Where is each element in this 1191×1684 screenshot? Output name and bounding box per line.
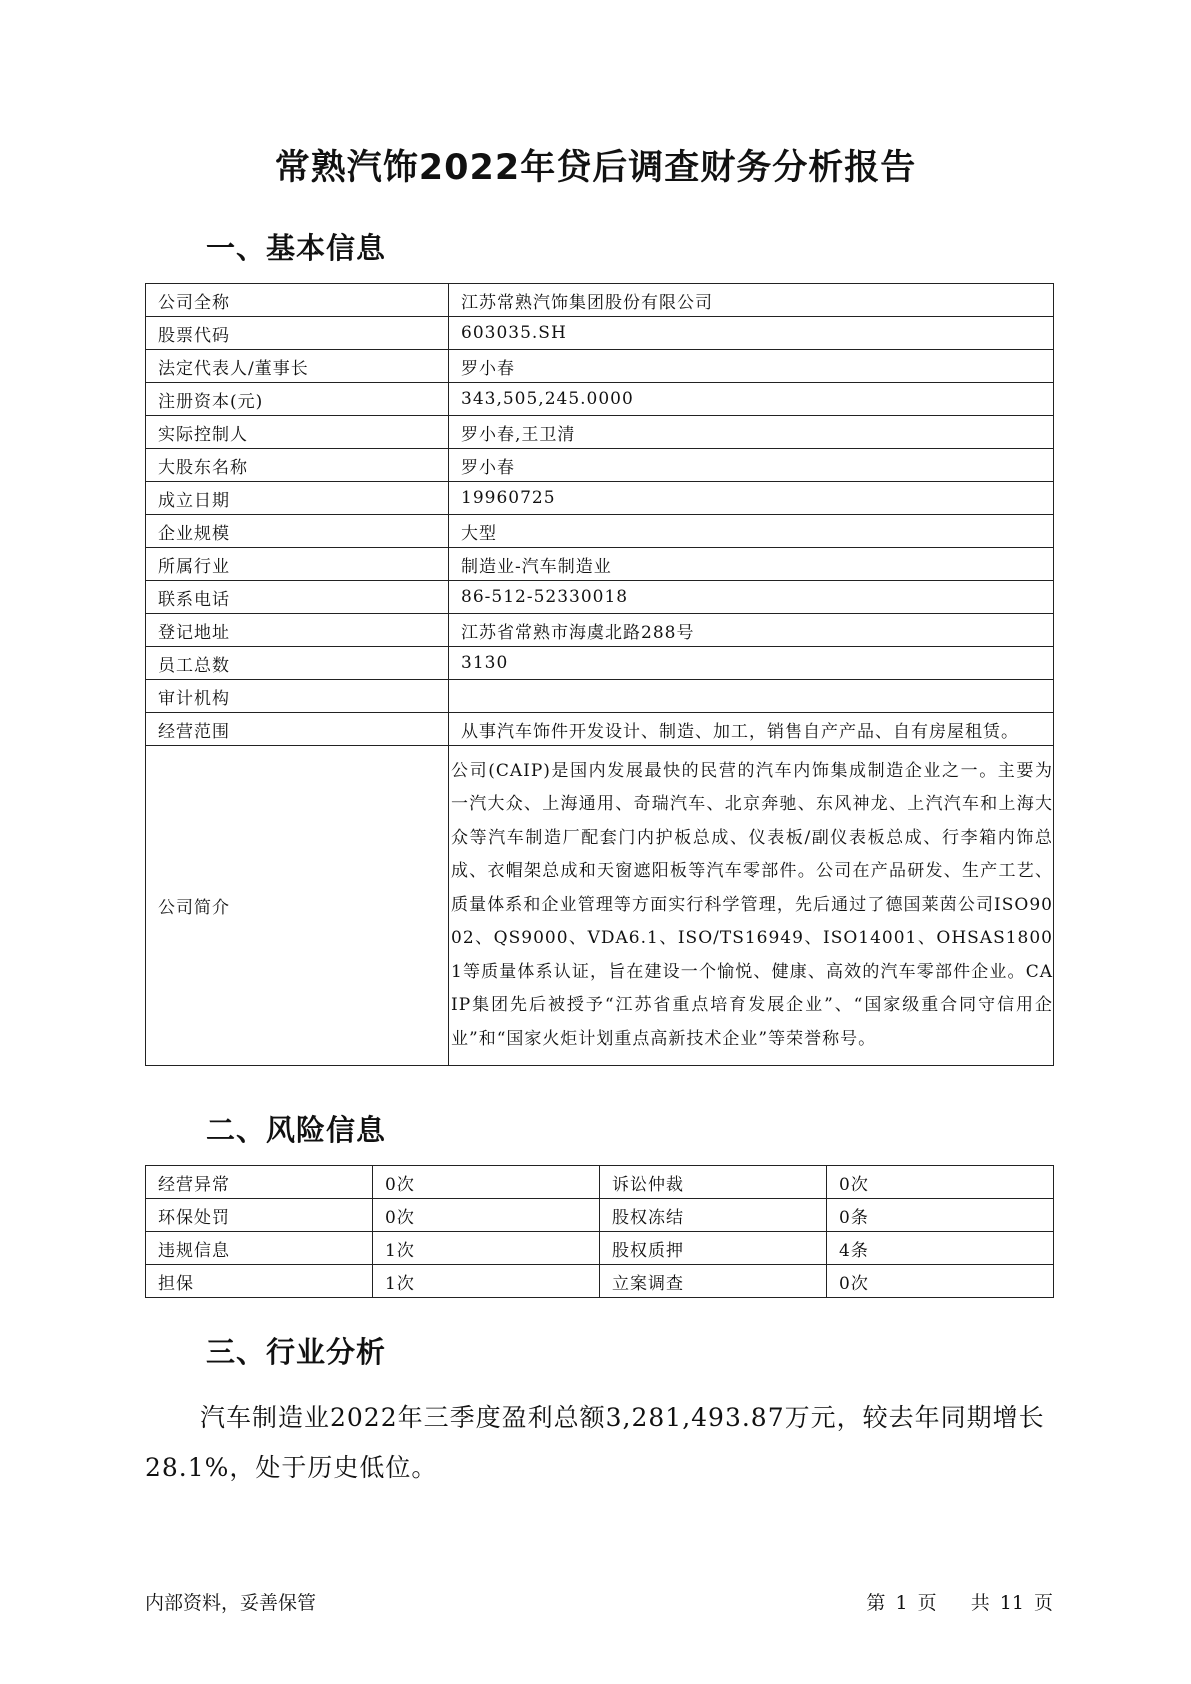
section-heading-basic-info: 一、基本信息 [206,231,387,265]
table-row [146,1265,1054,1298]
risk-label: 担保 [146,1265,373,1298]
company-intro-cell [449,746,1054,1066]
risk-label: 股权质押 [600,1232,827,1265]
field-value: 罗小春,王卫清 [449,416,1054,449]
table-row [146,449,1054,482]
field-label: 员工总数 [146,647,449,680]
table-row [146,317,1054,350]
page-number [866,1588,1053,1615]
field-label: 联系电话 [146,581,449,614]
field-value [449,680,1054,713]
page-suffix: 页 [1033,1592,1053,1614]
field-value: 3130 [449,647,1054,680]
field-label: 审计机构 [146,680,449,713]
industry-analysis-paragraph: 汽车制造业2022年三季度盈利总额3,281,493.87万元，较去年同期增长28.1%，处于历史低位。 [145,1403,1045,1482]
table-row [146,1232,1054,1265]
field-label: 企业规模 [146,515,449,548]
field-value: 从事汽车饰件开发设计、制造、加工，销售自产产品、自有房屋租赁。 [449,713,1054,746]
basic-info-table [145,283,1054,1066]
field-value: 19960725 [449,482,1054,515]
table-row [146,1166,1054,1199]
field-label: 法定代表人/董事长 [146,350,449,383]
page-total-prefix: 共 [970,1592,990,1614]
field-value: 制造业-汽车制造业 [449,548,1054,581]
table-row [146,1199,1054,1232]
table-row [146,647,1054,680]
risk-value: 0次 [827,1166,1054,1199]
risk-value: 0次 [373,1199,600,1232]
risk-label: 环保处罚 [146,1199,373,1232]
field-value: 江苏常熟汽饰集团股份有限公司 [449,284,1054,317]
field-label: 公司全称 [146,284,449,317]
field-label: 大股东名称 [146,449,449,482]
table-row [146,614,1054,647]
risk-label: 立案调查 [600,1265,827,1298]
field-label: 经营范围 [146,713,449,746]
table-row [146,284,1054,317]
field-value: 罗小春 [449,449,1054,482]
field-label: 公司简介 [146,746,449,1066]
section-heading-industry-analysis: 三、行业分析 [206,1335,387,1369]
table-row [146,350,1054,383]
field-label: 成立日期 [146,482,449,515]
risk-label: 诉讼仲裁 [600,1166,827,1199]
field-label: 股票代码 [146,317,449,350]
page-mid: 页 [917,1592,937,1614]
risk-value: 0条 [827,1199,1054,1232]
field-value: 大型 [449,515,1054,548]
table-row [146,581,1054,614]
company-intro-text: 公司(CAIP)是国内发展最快的民营的汽车内饰集成制造企业之一。主要为一汽大众、上海通用、奇瑞汽车、北京奔驰、东风神龙、上汽汽车和上海大众等汽车制造厂配套门内护板总成、仪表板/副仪表板总成、行李箱内饰总成、衣帽架总成和天窗遮阳板等汽车零部件。公司在产品研发、生产工艺、质量体系和企业管理等方面实行科学管理，先后通过了德国莱茵公司ISO9002、QS9000、VDA6.1、ISO/TS16949、ISO14001、OHSAS18001等质量体系认证，旨在建设一个愉悦、健康、高效的汽车零部件企业。CAIP集团先后被授予“江苏省重点培育发展企业”、“国家级重合同守信用企业”和“国家火炬计划重点高新技术企业”等荣誉称号。 [451,760,1053,1049]
page-prefix: 第 [866,1592,886,1614]
risk-label: 股权冻结 [600,1199,827,1232]
field-label: 实际控制人 [146,416,449,449]
table-row [146,548,1054,581]
field-value: 江苏省常熟市海虞北路288号 [449,614,1054,647]
risk-value: 0次 [827,1265,1054,1298]
field-label: 登记地址 [146,614,449,647]
field-value: 86-512-52330018 [449,581,1054,614]
field-label: 所属行业 [146,548,449,581]
risk-value: 4条 [827,1232,1054,1265]
table-row [146,482,1054,515]
risk-label: 违规信息 [146,1232,373,1265]
table-row [146,383,1054,416]
document-title: 常熟汽饰2022年贷后调查财务分析报告 [274,148,917,188]
risk-value: 1次 [373,1232,600,1265]
field-value: 罗小春 [449,350,1054,383]
field-value: 343,505,245.0000 [449,383,1054,416]
table-row [146,746,1054,1066]
table-row [146,713,1054,746]
page-total: 11 [999,1592,1024,1614]
table-row [146,515,1054,548]
risk-label: 经营异常 [146,1166,373,1199]
footer-confidential-note: 内部资料，妥善保管 [145,1592,317,1614]
risk-value: 1次 [373,1265,600,1298]
page-current: 1 [895,1592,908,1614]
risk-value: 0次 [373,1166,600,1199]
section-heading-risk-info: 二、风险信息 [206,1113,387,1147]
table-row [146,680,1054,713]
risk-info-table [145,1165,1054,1298]
field-label: 注册资本(元) [146,383,449,416]
table-row [146,416,1054,449]
field-value: 603035.SH [449,317,1054,350]
